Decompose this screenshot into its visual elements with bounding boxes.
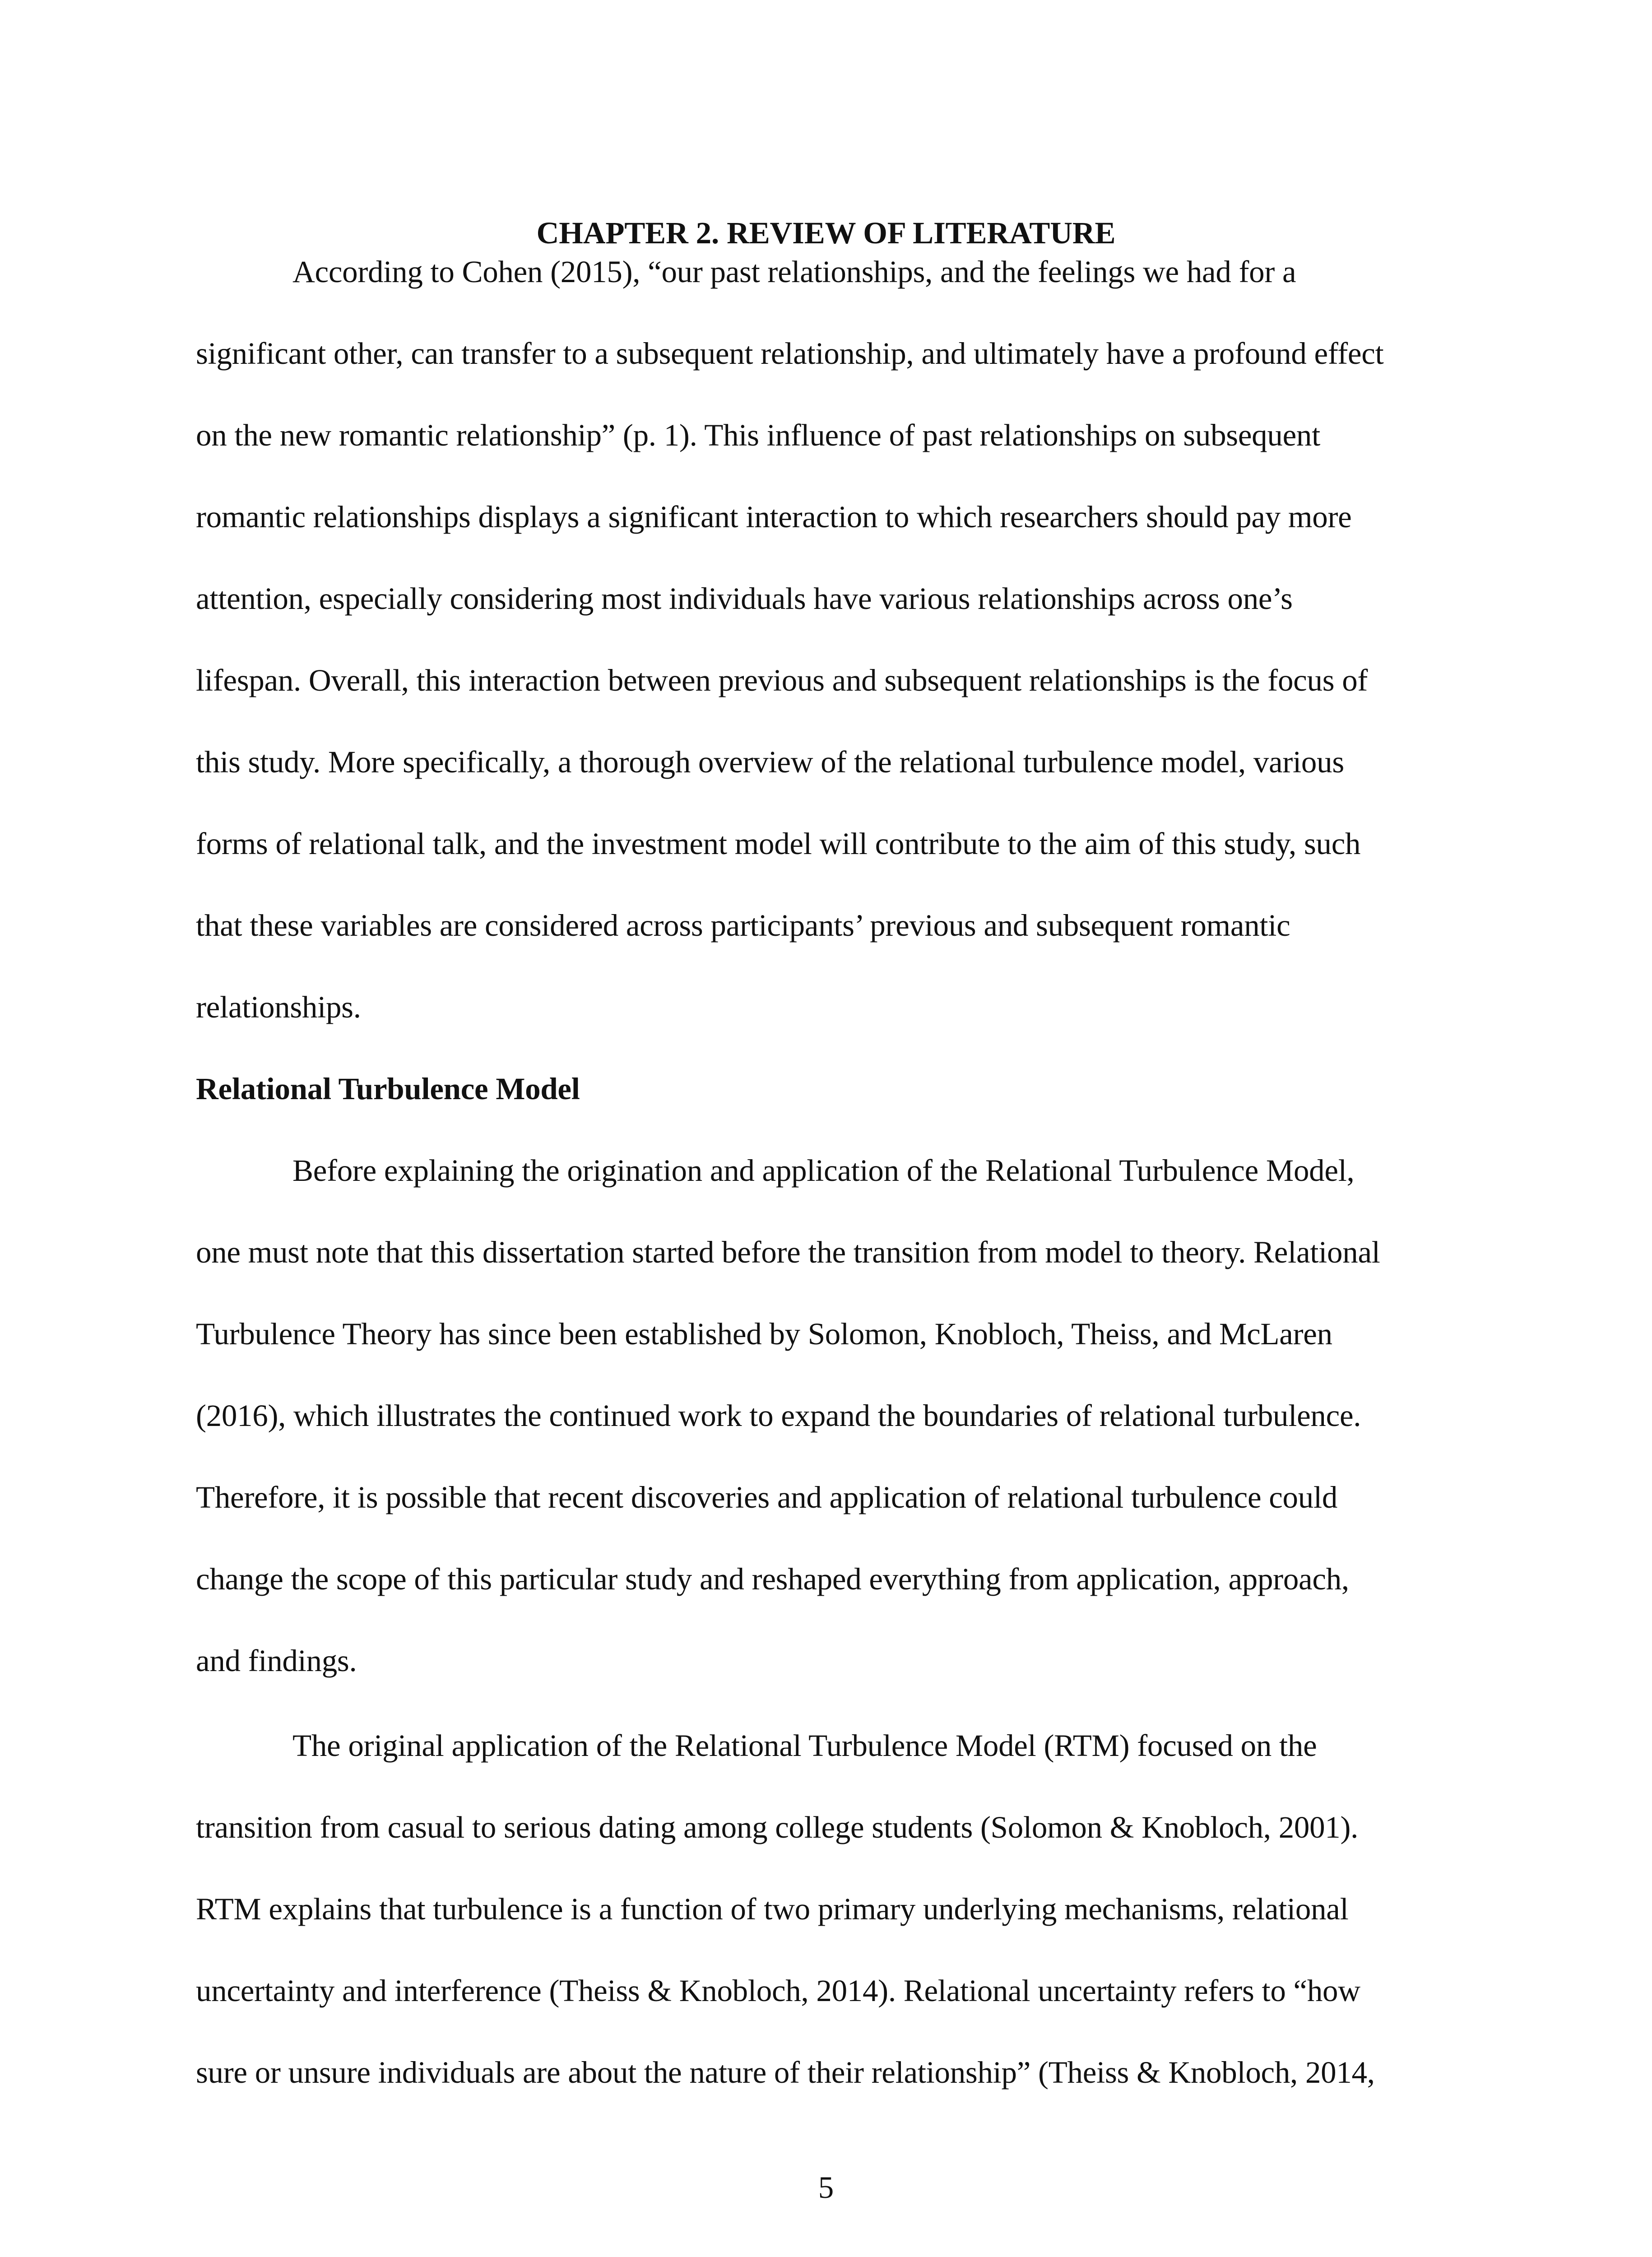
intro-line: this study. More specifically, a thorough overview of the relational turbulence model, various (196, 745, 1344, 779)
paragraph-line: (2016), which illustrates the continued work to expand the boundaries of relational turbulence. (196, 1398, 1361, 1433)
paragraph-line: and findings. (196, 1644, 357, 1678)
paragraph-line: one must note that this dissertation started before the transition from model to theory. Relational (196, 1235, 1380, 1269)
paragraph-line: RTM explains that turbulence is a function of two primary underlying mechanisms, relational (196, 1892, 1349, 1926)
intro-line: significant other, can transfer to a subsequent relationship, and ultimately have a profound effect (196, 336, 1384, 371)
intro-line: relationships. (196, 990, 361, 1024)
intro-line: forms of relational talk, and the investment model will contribute to the aim of this study, such (196, 827, 1361, 861)
paragraph-line: sure or unsure individuals are about the nature of their relationship” (Theiss & Knobloch, 2014, (196, 2055, 1375, 2090)
paragraph-line: Turbulence Theory has since been established by Solomon, Knobloch, Theiss, and McLaren (196, 1317, 1332, 1351)
section-heading: Relational Turbulence Model (196, 1072, 580, 1106)
intro-line: According to Cohen (2015), “our past relationships, and the feelings we had for a (292, 255, 1296, 289)
intro-line: lifespan. Overall, this interaction between previous and subsequent relationships is the focus of (196, 663, 1368, 697)
paragraph-line: transition from casual to serious dating among college students (Solomon & Knobloch, 2001). (196, 1810, 1359, 1844)
chapter-title: CHAPTER 2. REVIEW OF LITERATURE (536, 216, 1116, 250)
paragraph-line: change the scope of this particular study and reshaped everything from application, approach, (196, 1562, 1349, 1596)
intro-line: attention, especially considering most individuals have various relationships across one’s (196, 581, 1293, 616)
intro-line: that these variables are considered across participants’ previous and subsequent romantic (196, 908, 1290, 943)
paragraph-line: uncertainty and interference (Theiss & Knobloch, 2014). Relational uncertainty refers to “how (196, 1974, 1360, 2008)
page-number: 5 (818, 2170, 834, 2205)
intro-line: romantic relationships displays a significant interaction to which researchers should pay more (196, 500, 1352, 534)
paragraph-line: Therefore, it is possible that recent discoveries and application of relational turbulence could (196, 1480, 1338, 1514)
intro-line: on the new romantic relationship” (p. 1). This influence of past relationships on subsequent (196, 418, 1320, 452)
paragraph-line: The original application of the Relational Turbulence Model (RTM) focused on the (292, 1728, 1317, 1763)
paragraph-line: Before explaining the origination and application of the Relational Turbulence Model, (292, 1153, 1355, 1188)
